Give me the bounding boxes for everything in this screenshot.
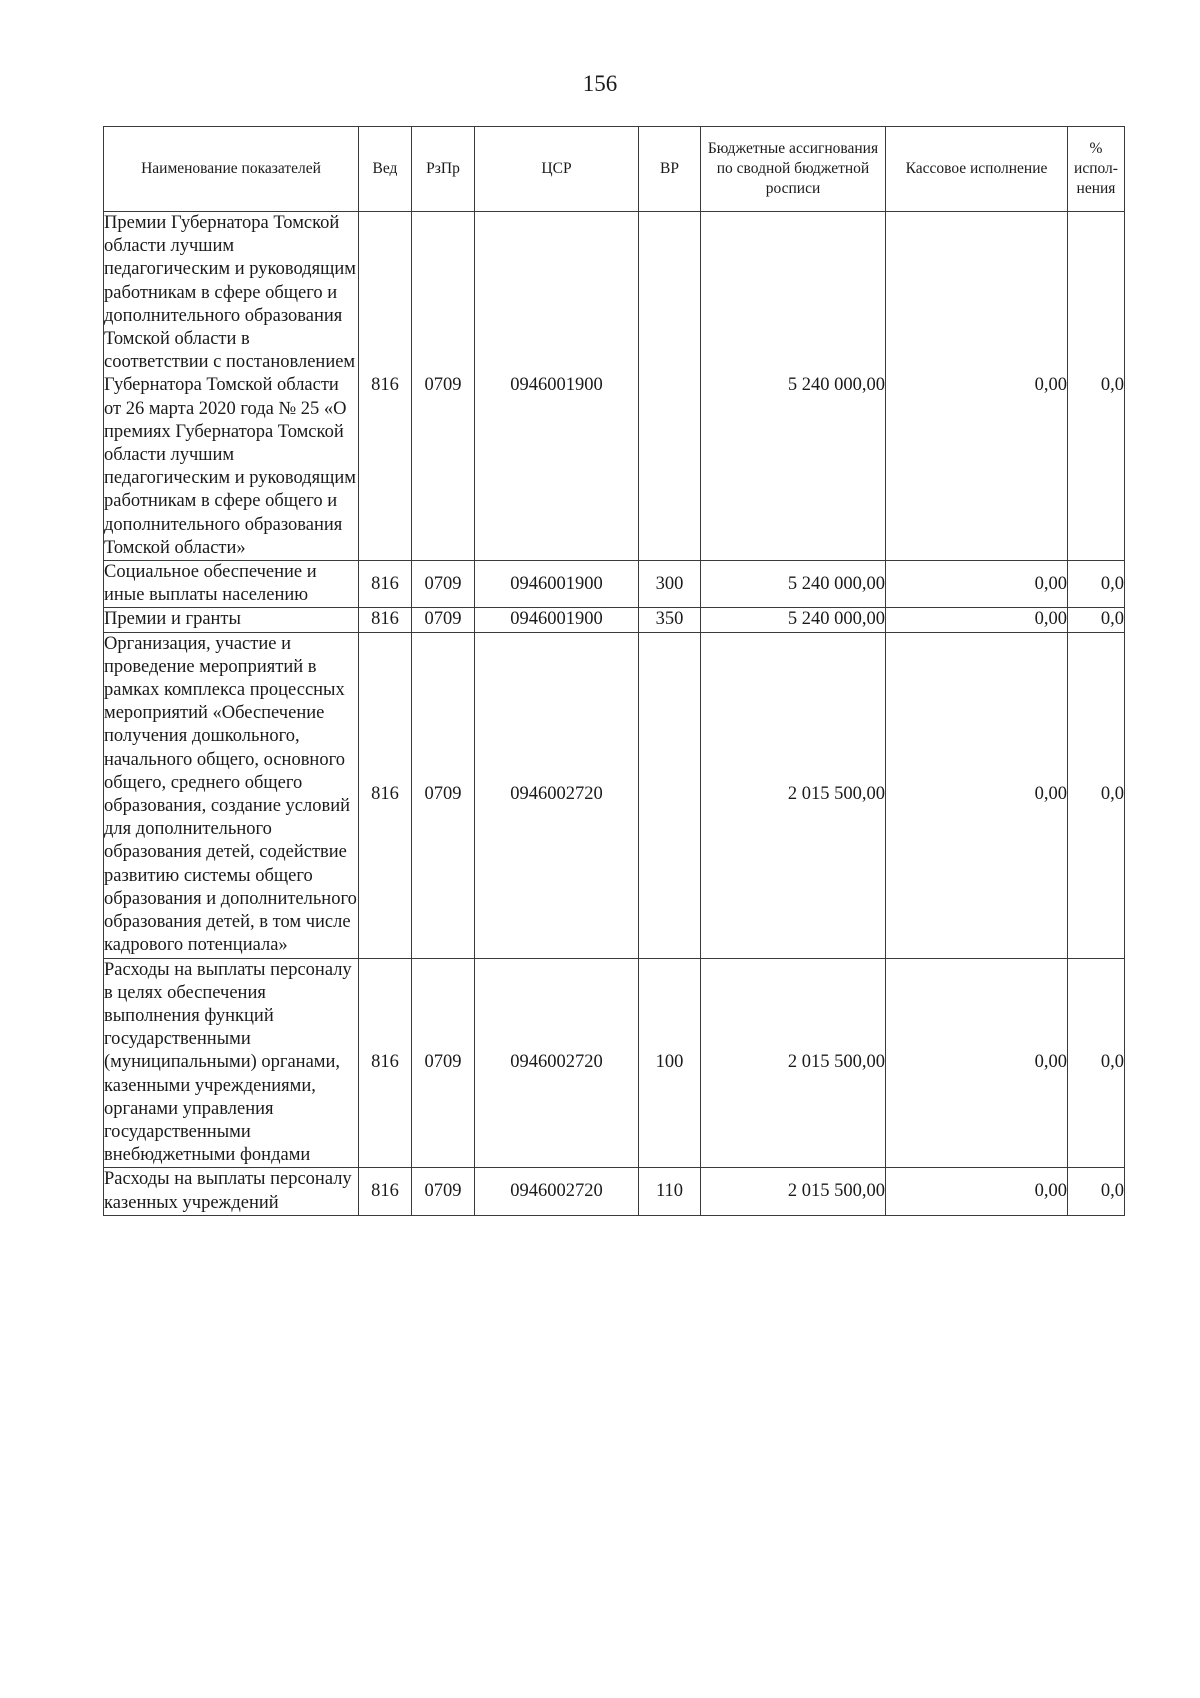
- cell-cash: 0,00: [886, 1168, 1068, 1215]
- cell-rzpr: 0709: [412, 608, 475, 632]
- cell-ved: 816: [359, 1168, 412, 1215]
- cell-ved: 816: [359, 608, 412, 632]
- table-row: [104, 561, 1125, 608]
- cell-csr: 0946002720: [475, 958, 639, 1168]
- cell-cash: 0,00: [886, 958, 1068, 1168]
- cell-vr: 110: [639, 1168, 701, 1215]
- cell-name: Расходы на выплаты персоналу в целях обеспечения выполнения функций государственными (муниципальными) органами, казенными учреждениями, органами управления государственными внебюджетными фондами: [104, 958, 359, 1168]
- header-name: Наименование показателей: [104, 127, 359, 212]
- cell-rzpr: 0709: [412, 958, 475, 1168]
- cell-cash: 0,00: [886, 561, 1068, 608]
- cell-name: Организация, участие и проведение мероприятий в рамках комплекса процессных мероприятий «Обеспечение получения дошкольного, начального общего, основного общего, среднего общего образования, создание условий для дополнительного образования детей, содействие развитию системы общего образования и дополнительного образования детей, в том числе кадрового потенциала»: [104, 632, 359, 958]
- cell-percent: 0,0: [1068, 1168, 1125, 1215]
- cell-csr: 0946001900: [475, 608, 639, 632]
- cell-percent: 0,0: [1068, 958, 1125, 1168]
- cell-cash: 0,00: [886, 212, 1068, 561]
- cell-rzpr: 0709: [412, 212, 475, 561]
- cell-ved: 816: [359, 958, 412, 1168]
- cell-name: Премии и гранты: [104, 608, 359, 632]
- header-ved: Вед: [359, 127, 412, 212]
- table-header-row: [104, 127, 1125, 212]
- cell-csr: 0946001900: [475, 212, 639, 561]
- header-vr: ВР: [639, 127, 701, 212]
- cell-vr: 100: [639, 958, 701, 1168]
- cell-budget: 5 240 000,00: [701, 212, 886, 561]
- cell-ved: 816: [359, 212, 412, 561]
- cell-ved: 816: [359, 632, 412, 958]
- cell-percent: 0,0: [1068, 212, 1125, 561]
- cell-percent: 0,0: [1068, 608, 1125, 632]
- cell-csr: 0946002720: [475, 632, 639, 958]
- header-budget: Бюджетные ассигнования по сводной бюджетной росписи: [701, 127, 886, 212]
- cell-csr: 0946002720: [475, 1168, 639, 1215]
- cell-rzpr: 0709: [412, 561, 475, 608]
- budget-execution-table: [103, 126, 1125, 1216]
- table-row: [104, 212, 1125, 561]
- page-number: 156: [582, 71, 618, 96]
- cell-name: Расходы на выплаты персоналу казенных учреждений: [104, 1168, 359, 1215]
- cell-rzpr: 0709: [412, 1168, 475, 1215]
- header-percent: % испол-нения: [1068, 127, 1125, 212]
- cell-ved: 816: [359, 561, 412, 608]
- cell-vr: [639, 212, 701, 561]
- table-row: [104, 1168, 1125, 1215]
- cell-csr: 0946001900: [475, 561, 639, 608]
- cell-percent: 0,0: [1068, 561, 1125, 608]
- cell-name: Социальное обеспечение и иные выплаты населению: [104, 561, 359, 608]
- cell-rzpr: 0709: [412, 632, 475, 958]
- header-csr: ЦСР: [475, 127, 639, 212]
- cell-name: Премии Губернатора Томской области лучшим педагогическим и руководящим работникам в сфере общего и дополнительного образования Томской области в соответствии с постановлением Губернатора Томской области от 26 марта 2020 года № 25 «О премиях Губернатора Томской области лучшим педагогическим и руководящим работникам в сфере общего и дополнительного образования Томской области»: [104, 212, 359, 561]
- cell-budget: 2 015 500,00: [701, 632, 886, 958]
- cell-vr: [639, 632, 701, 958]
- cell-budget: 2 015 500,00: [701, 958, 886, 1168]
- cell-vr: 300: [639, 561, 701, 608]
- cell-budget: 5 240 000,00: [701, 561, 886, 608]
- cell-vr: 350: [639, 608, 701, 632]
- table-row: [104, 632, 1125, 958]
- cell-cash: 0,00: [886, 632, 1068, 958]
- table-row: [104, 958, 1125, 1168]
- cell-percent: 0,0: [1068, 632, 1125, 958]
- header-cash: Кассовое исполнение: [886, 127, 1068, 212]
- header-rzpr: РзПр: [412, 127, 475, 212]
- table-row: [104, 608, 1125, 632]
- cell-budget: 5 240 000,00: [701, 608, 886, 632]
- cell-cash: 0,00: [886, 608, 1068, 632]
- cell-budget: 2 015 500,00: [701, 1168, 886, 1215]
